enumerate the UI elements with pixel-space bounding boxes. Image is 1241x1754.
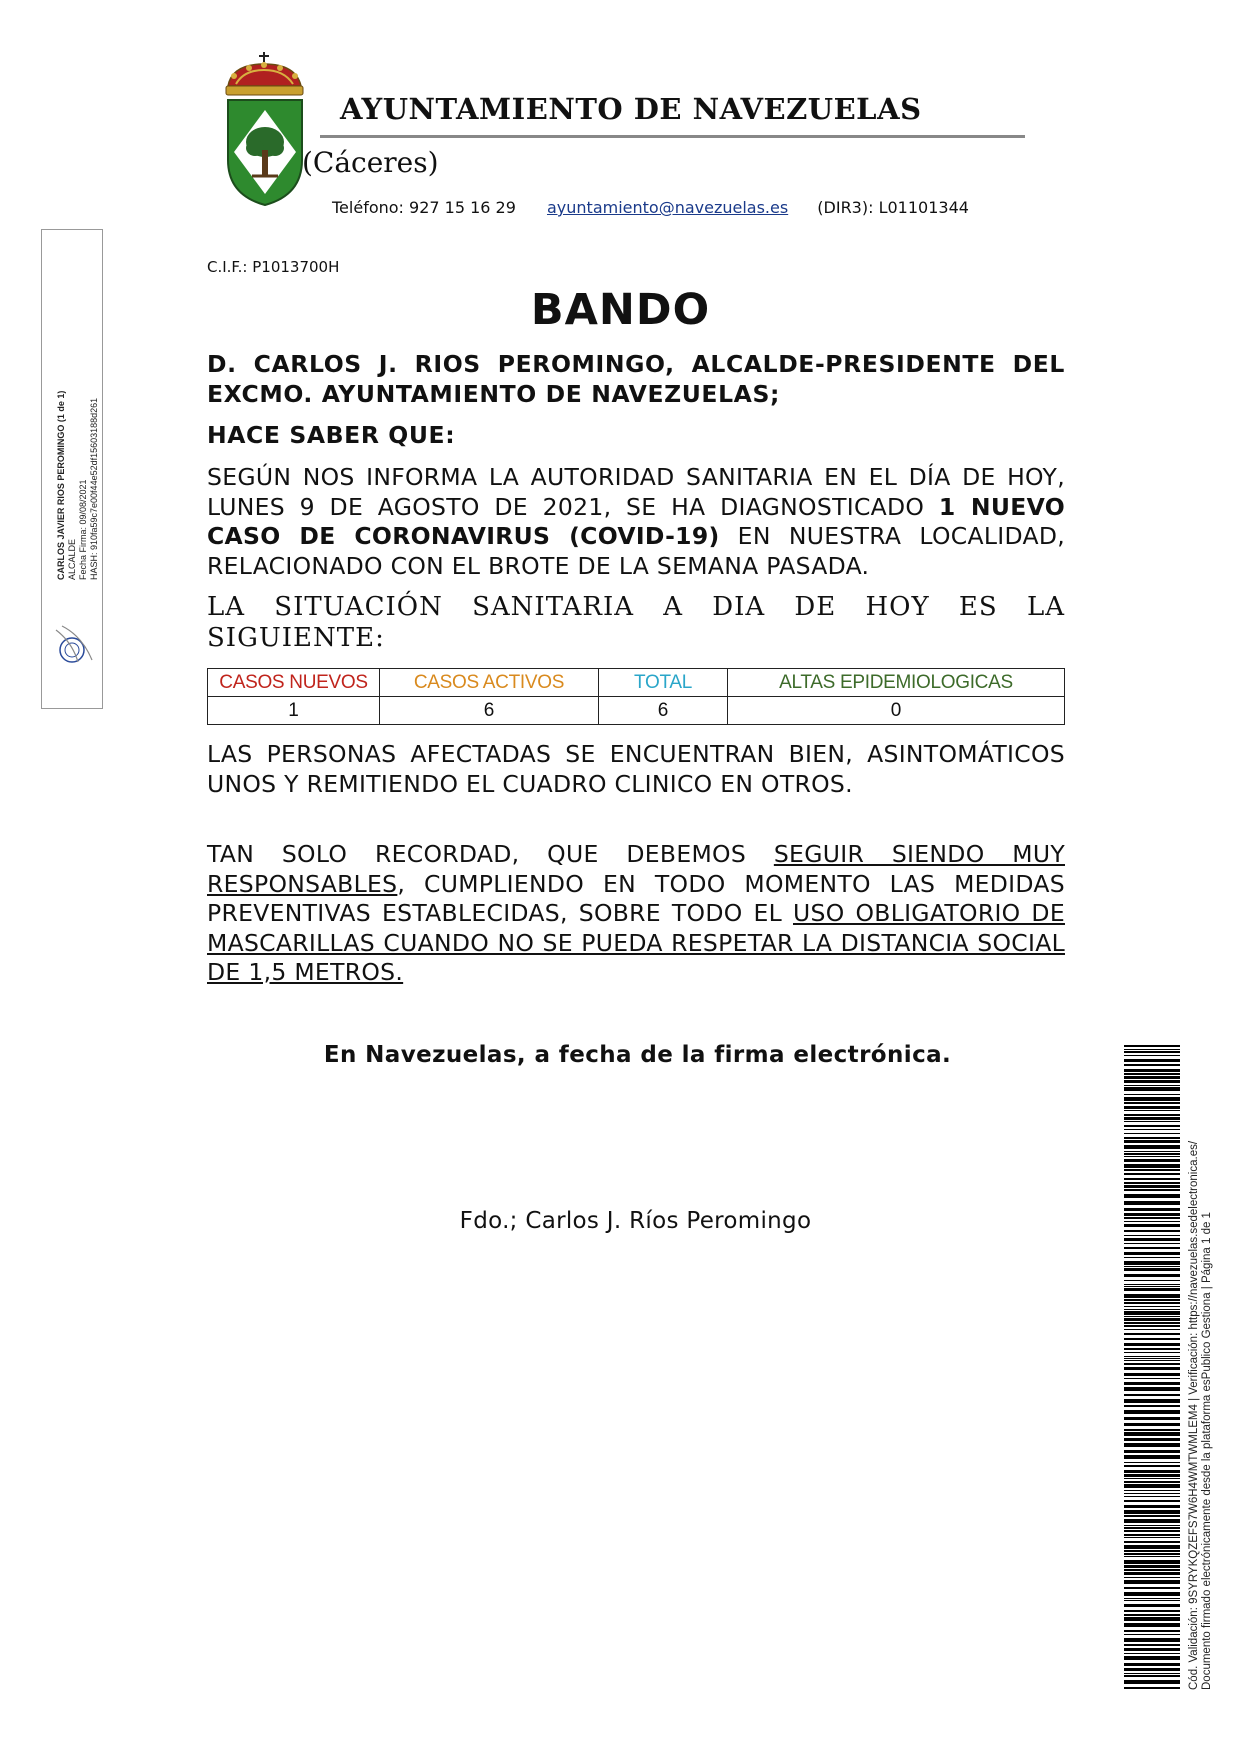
verification-text [1188,1141,1214,1690]
barcode-bar [1124,1325,1180,1327]
barcode-bar [1124,1515,1180,1517]
barcode-bar [1124,1550,1180,1552]
barcode-bar [1124,1076,1180,1079]
underlined-text: USO OBLIGATORIO DE MASCARILLAS CUANDO NO SE PUEDA RESPETAR LA DISTANCIA SOCIAL DE 1,5 METROS. [207,899,1065,986]
barcode-bar [1124,1087,1180,1091]
barcode-bar [1124,1565,1180,1568]
barcode-bar [1124,1462,1180,1463]
paragraph-reminder [207,840,1065,988]
barcode-bar [1124,1145,1180,1149]
cell-active-cases: 6 [380,697,599,725]
barcode-bar [1124,1387,1180,1391]
verification-code: Cód. Validación: 9SYRYKQZEFS7W6H4WMTWMLEM4 | Verificación: https://navezuelas.sedelectronica.es/ [1188,1140,1200,1690]
mayor-heading: D. CARLOS J. RIOS PEROMINGO, ALCALDE-PRESIDENTE DEL EXCMO. AYUNTAMIENTO DE NAVEZUELAS; [207,350,1065,408]
barcode-icon [1124,1045,1180,1690]
barcode-bar [1124,1302,1180,1304]
barcode-bar [1124,1496,1180,1497]
barcode-bar [1124,1217,1180,1219]
barcode-bar [1124,1510,1180,1514]
barcode-bar [1124,1257,1180,1258]
closing-text: En Navezuelas, a fecha de la firma electrónica [323,1042,943,1068]
barcode-bar [1124,1373,1180,1376]
barcode-bar [1124,1110,1180,1111]
platform-notice: Documento firmado electrónicamente desde la plataforma esPublico Gestiona | Página 1 de 1 [1201,1212,1213,1690]
barcode-bar [1124,1470,1180,1473]
highlighted-text: 1 NUEVO CASO DE CORONAVIRUS (COVID-19) [207,492,1065,550]
barcode-bar [1124,1527,1180,1529]
barcode-bar [1124,1394,1180,1396]
barcode-bar [1124,1417,1180,1420]
signature-date: Fecha Firma: 09/08/2021 [78,479,88,580]
seal-icon [52,622,96,668]
barcode-bar [1124,1493,1180,1494]
barcode-bar [1124,1663,1180,1666]
barcode-bar [1124,1140,1180,1143]
barcode-bar [1124,1094,1180,1095]
barcode-bar [1124,1367,1180,1370]
barcode-bar [1124,1534,1180,1536]
barcode-bar [1124,1252,1180,1255]
barcode-bar [1124,1125,1180,1127]
barcode-bar [1124,1399,1180,1403]
barcode-bar [1124,1648,1180,1651]
barcode-bar [1124,1117,1180,1120]
barcode-bar [1124,1644,1180,1646]
barcode-bar [1124,1274,1180,1277]
barcode-bar [1124,1268,1180,1271]
barcode-bar [1124,1182,1180,1184]
barcode-bar [1124,1280,1180,1281]
barcode-bar [1124,1572,1180,1575]
barcode-bar [1124,1309,1180,1310]
barcode-bar [1124,1478,1180,1479]
barcode-bar [1124,1224,1180,1227]
paragraph-status: LAS PERSONAS AFECTADAS SE ENCUENTRAN BIEN, ASINTOMÁTICOS UNOS Y REMITIENDO EL CUADRO CLINICO EN OTROS. [207,740,1065,798]
barcode-bar [1124,1133,1180,1134]
column-header-discharges: ALTAS EPIDEMIOLOGICAS [728,669,1065,697]
barcode-bar [1124,1316,1180,1317]
barcode-bar [1124,1360,1180,1361]
barcode-bar [1124,1329,1180,1330]
signer-name: CARLOS JAVIER RIOS PEROMINGO (1 de 1) [56,390,66,580]
barcode-bar [1124,1474,1180,1477]
barcode-bar [1124,1194,1180,1198]
barcode-bar [1124,1617,1180,1621]
barcode-bar [1124,1356,1180,1357]
paragraph-text: , CUMPLIENDO EN TODO MOMENTO LAS MEDIDAS PREVENTIVAS ESTABLECIDAS, SOBRE TODO EL [207,869,1065,927]
barcode-bar [1124,1465,1180,1467]
barcode-bar [1124,1675,1180,1677]
barcode-bar [1124,1230,1180,1232]
signer-role: ALCALDE [67,538,77,580]
barcode-bar [1124,1235,1180,1236]
barcode-bar [1124,1069,1180,1072]
barcode-bar [1124,1484,1180,1488]
column-header-new-cases: CASOS NUEVOS [208,669,380,697]
barcode-bar [1124,1680,1180,1684]
barcode-bar [1124,1634,1180,1635]
barcode-bar [1124,1129,1180,1130]
barcode-bar [1124,1097,1180,1101]
barcode-bar [1124,1333,1180,1335]
barcode-bar [1124,1164,1180,1168]
barcode-bar [1124,1073,1180,1075]
barcode-bar [1124,1137,1180,1139]
underlined-text: SEGUIR SIENDO MUY RESPONSABLES [207,840,1065,898]
coat-of-arms-icon [222,50,307,208]
barcode-bar [1124,1525,1180,1526]
barcode-bar [1124,1159,1180,1162]
paragraph-text: TAN SOLO RECORDAD, QUE DEBEMOS [207,840,774,868]
barcode-bar [1124,1687,1180,1689]
barcode-bar [1124,1382,1180,1385]
barcode-bar [1124,1238,1180,1241]
barcode-bar [1124,1294,1180,1298]
barcode-bar [1124,1530,1180,1532]
cell-discharges: 0 [728,697,1065,725]
barcode-bar [1124,1592,1180,1596]
cell-new-cases: 1 [208,697,380,725]
barcode-bar [1124,1247,1180,1249]
barcode-bar [1124,1481,1180,1483]
barcode-bar [1124,1537,1180,1538]
barcode-bar [1124,1577,1180,1578]
contact-line [332,198,969,217]
barcode-bar [1124,1630,1180,1632]
barcode-bar [1124,1598,1180,1599]
barcode-bar [1124,1545,1180,1549]
announcement-heading: HACE SABER QUE: [207,421,456,449]
barcode-bar [1124,1338,1180,1340]
signature-line: Fdo.; Carlos J. Ríos Peromingo [459,1208,812,1234]
barcode-bar [1124,1266,1180,1267]
column-header-active-cases: CASOS ACTIVOS [380,669,599,697]
barcode-bar [1124,1653,1180,1654]
barcode-bar [1124,1106,1180,1109]
barcode-bar [1124,1151,1180,1152]
barcode-bar [1124,1438,1180,1441]
barcode-bar [1124,1051,1180,1053]
barcode-bar [1124,1519,1180,1523]
dir3-code: (DIR3): L01101344 [817,198,969,217]
barcode-bar [1124,1541,1180,1543]
barcode-bar [1124,1656,1180,1660]
paragraph-situation: LA SITUACIÓN SANITARIA A DIA DE HOY ES LA SIGUIENTE: [207,592,1065,653]
document-title: BANDO [530,285,711,335]
email-link[interactable]: ayuntamiento@navezuelas.es [546,198,789,217]
barcode-bar [1124,1156,1180,1157]
barcode-bar [1124,1363,1180,1365]
barcode-bar [1124,1221,1180,1222]
barcode-bar [1124,1505,1180,1508]
barcode-bar [1124,1080,1180,1083]
province: (Cáceres) [302,146,439,179]
paragraph-text: EN NUESTRA LOCALIDAD, RELACIONADO CON EL BROTE DE LA SEMANA PASADA. [207,522,1065,580]
barcode-bar [1124,1410,1180,1414]
barcode-bar [1124,1213,1180,1216]
signature-hash: HASH: 910fa59c7e00f44e52df15603188d261 [89,397,99,580]
barcode-bar [1124,1378,1180,1379]
barcode-bar [1124,1569,1180,1571]
barcode-bar [1124,1423,1180,1426]
barcode-bar [1124,1638,1180,1642]
barcode-bar [1124,1064,1180,1066]
barcode-bar [1124,1055,1180,1056]
barcode-bar [1124,1352,1180,1353]
barcode-bar [1124,1322,1180,1324]
column-header-total: TOTAL [599,669,728,697]
barcode-bar [1124,1299,1180,1301]
cif-number: C.I.F.: P1013700H [207,258,340,276]
barcode-bar [1124,1059,1180,1062]
barcode-bar [1124,1429,1180,1431]
barcode-bar [1124,1318,1180,1321]
barcode-bar [1124,1102,1180,1104]
stats-table [207,668,1065,725]
barcode-bar [1124,1208,1180,1211]
barcode-bar [1124,1261,1180,1265]
barcode-bar [1124,1614,1180,1616]
barcode-bar [1124,1668,1180,1671]
barcode-bar [1124,1600,1180,1601]
barcode-bar [1124,1405,1180,1407]
barcode-bar [1124,1243,1180,1244]
barcode-bar [1124,1604,1180,1607]
barcode-bar [1124,1432,1180,1436]
barcode-bar [1124,1284,1180,1285]
electronic-signature-text [56,391,100,580]
barcode-bar [1124,1045,1180,1047]
barcode-bar [1124,1560,1180,1564]
barcode-bar [1124,1556,1180,1557]
barcode-bar [1124,1623,1180,1627]
barcode-bar [1124,1580,1180,1584]
phone-number: Teléfono: 927 15 16 29 [332,198,516,217]
organization-name: AYUNTAMIENTO DE NAVEZUELAS [340,92,922,126]
barcode-bar [1124,1343,1180,1346]
barcode-bar [1124,1455,1180,1459]
closing-line [0,1042,1241,1068]
barcode-bar [1124,1288,1180,1291]
barcode-bar [1124,1348,1180,1350]
barcode-bar [1124,1201,1180,1205]
barcode-bar [1124,1173,1180,1175]
paragraph-text: SEGÚN NOS INFORMA LA AUTORIDAD SANITARIA EN EL DÍA DE HOY, LUNES 9 DE AGOSTO DE 2021, SE HA DIAGNOSTICADO [207,463,1065,521]
barcode-bar [1124,1114,1180,1116]
cell-total: 6 [599,697,728,725]
barcode-bar [1124,1178,1180,1180]
closing-period: . [942,1042,952,1068]
header-divider [320,135,1025,138]
barcode-bar [1124,1500,1180,1502]
barcode-bar [1124,1189,1180,1191]
barcode-bar [1124,1185,1180,1188]
barcode-bar [1124,1587,1180,1589]
barcode-bar [1124,1673,1180,1674]
barcode-bar [1124,1443,1180,1447]
barcode-bar [1124,1085,1180,1086]
barcode-bar [1124,1490,1180,1491]
paragraph-new-case [207,463,1065,581]
barcode-bar [1124,1153,1180,1155]
table-row [208,697,1065,725]
table-header-row [208,669,1065,697]
barcode-bar [1124,1450,1180,1453]
barcode-bar [1124,1121,1180,1122]
barcode-bar [1124,1306,1180,1307]
barcode-bar [1124,1286,1180,1287]
barcode-bar [1124,1169,1180,1171]
barcode-bar [1124,1049,1180,1050]
barcode-bar [1124,1311,1180,1315]
barcode-bar [1124,1358,1180,1359]
barcode-bar [1124,1553,1180,1555]
barcode-bar [1124,1610,1180,1612]
